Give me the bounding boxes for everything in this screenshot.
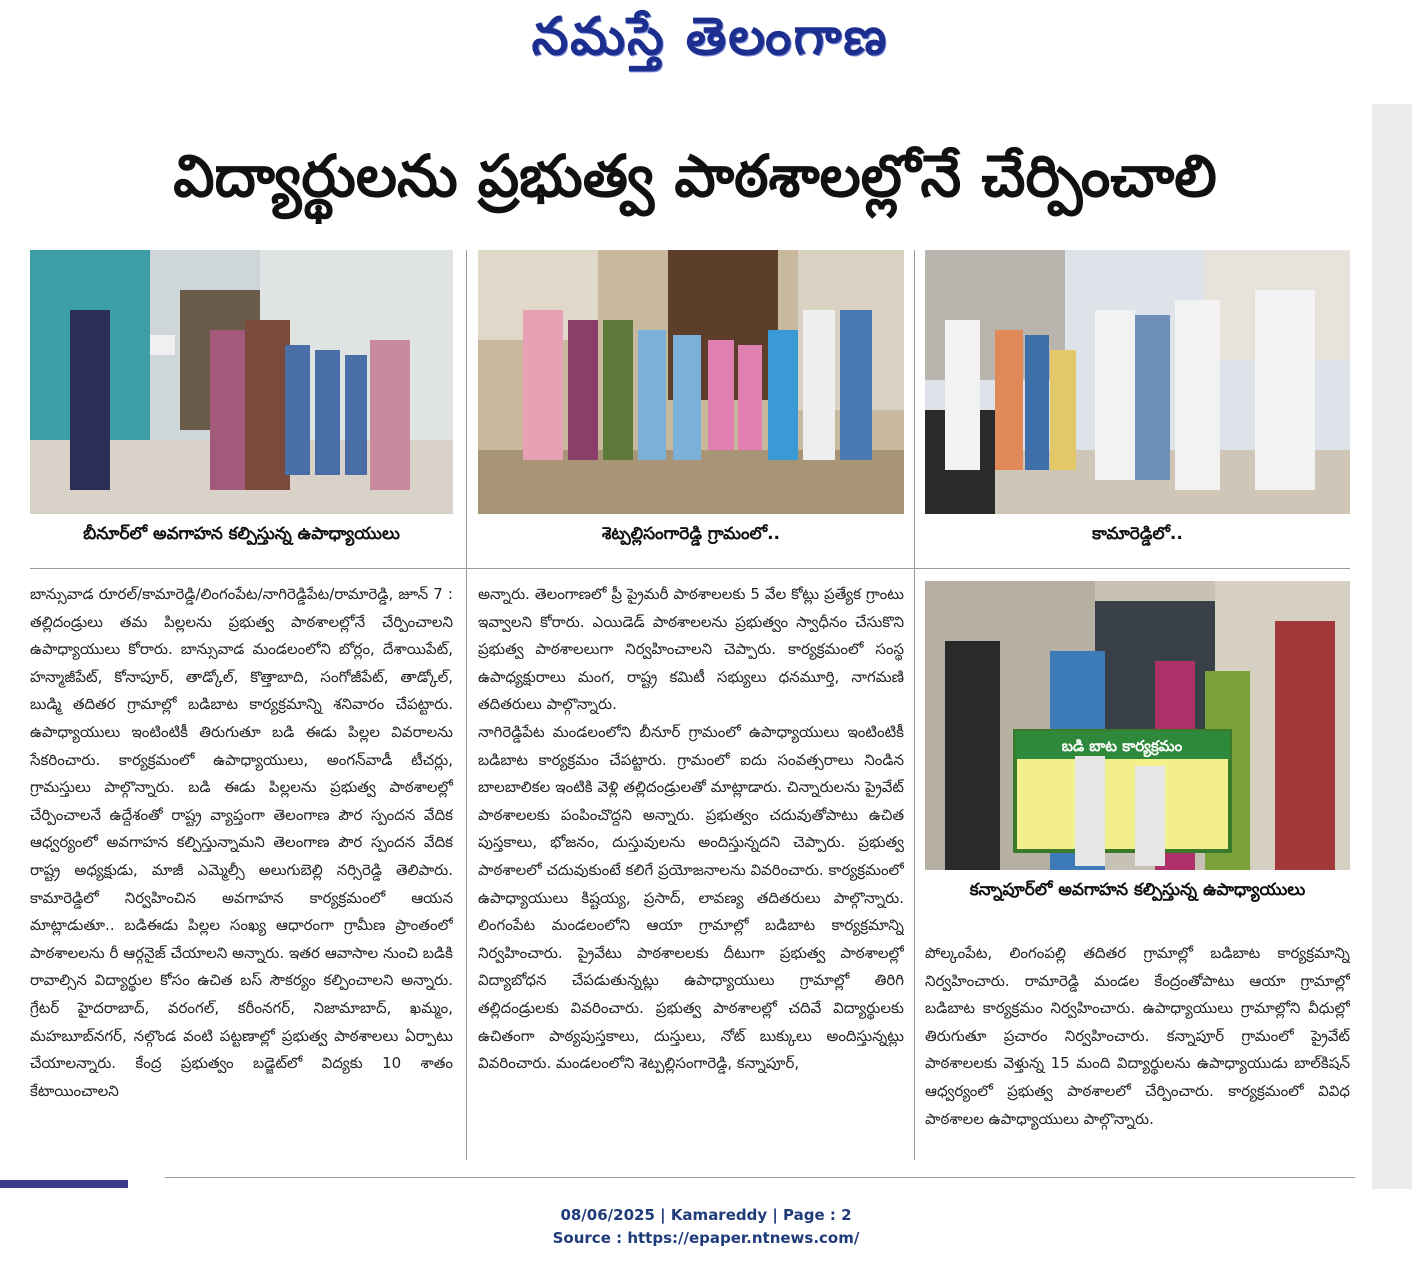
column-rule-2 xyxy=(914,250,915,1160)
caption-photo-3: కామారెడ్డిలో.. xyxy=(1092,524,1183,544)
footer-source: Source : https://epaper.ntnews.com/ xyxy=(552,1229,860,1247)
masthead-logo xyxy=(380,8,1040,78)
photo-beenur xyxy=(30,250,453,514)
photo-kannapur xyxy=(925,581,1350,870)
caption-photo-1: బీనూర్‌లో అవగాహన కల్పిస్తున్న ఉపాధ్యాయులు xyxy=(83,524,400,544)
column-rule-1 xyxy=(466,250,467,1160)
masthead-title: నమస్తే తెలంగాణ xyxy=(531,6,889,67)
article-body-col3: పోల్కంపేట, లింగంపల్లి తదితర గ్రామాల్లో బడిబాట కార్యక్రమాన్ని నిర్వహించారు. రామారెడ్డి మండల కేంద్రంతోపాటు ఆయా గ్రామాల్లో బడిబాట కార్యక్రమం నిర్వహించారు. ఉపాధ్యాయులు గ్రామాల్లోని వీధుల్లో తిరుగుతూ ప్రచారం నిర్వహించారు. కన్నాపూర్ గ్రామంలో ప్రైవేట్ పాఠశాలలకు వెళ్తున్న 15 మంది విద్యార్థులను ఉపాధ్యాయుడు బాల్‌కిషన్ ఆధ్వర్యంలో ప్రభుత్వ పాఠశాలలో చేర్పించారు. కార్యక్రమంలో వివిధ పాఠశాలల ఉపాధ్యాయులు పాల్గొన్నారు. xyxy=(925,944,1350,1128)
photo-kamareddy xyxy=(925,250,1350,514)
article-headline: విద్యార్థులను ప్రభుత్వ పాఠశాలల్లోనే చేర్పించాలి xyxy=(173,142,1217,210)
photo-shetpalli xyxy=(478,250,904,514)
caption-photo-2: శెట్పల్లిసంగారెడ్డి గ్రామంలో.. xyxy=(601,524,781,544)
article-column-2 xyxy=(478,581,904,1161)
caption-rule xyxy=(30,568,1350,569)
page-edge-bar xyxy=(0,1180,128,1188)
article-column-3 xyxy=(925,940,1350,1162)
article-body-col2b: నాగిరెడ్డిపేట మండలంలోని బీనూర్ గ్రామంలో ఉపాధ్యాయులు ఇంటింటికీ బడిబాట కార్యక్రమం చేపట్టారు. గ్రామంలో ఐదు సంవత్సరాలు నిండిన బాలబాలికల ఇంటికి వెళ్లి తల్లిదండ్రులతో మాట్లాడారు. చిన్నారులను ప్రైవేట్ పాఠశాలలకు పంపించొద్దని అన్నారు. ప్రభుత్వం చదువుతోపాటు ఉచిత పుస్తకాలు, భోజనం, దుస్తువులను అందిస్తున్నదని చెప్పారు. ప్రభుత్వ పాఠశాలలో చదువుకుంటే కలిగే ప్రయోజనాలను వివరించారు. కార్యక్రమంలో ఉపాధ్యాయులు కిష్టయ్య, ప్రసాద్, లావణ్య తదితరులు పాల్గొన్నారు. లింగంపేట మండలంలోని ఆయా గ్రామాల్లో బడిబాట కార్యక్రమాన్ని నిర్వహించారు. ప్రైవేటు పాఠశాలలకు దీటుగా ప్రభుత్వ పాఠశాలల్లో విద్యాబోధన చేపడుతున్నట్లు ఉపాధ్యాయులు గ్రామాల్లో తిరిగి తల్లిదండ్రులకు వివరించారు. ప్రభుత్వ పాఠశాలల్లో చదివే విద్యార్థులకు ఉచితంగా పాఠ్యపుస్తకాలు, దుస్తులు, నోట్ బుక్కులు అందిస్తున్నట్లు వివరించారు. మండలంలోని శెట్పల్లిసంగారెడ్డి, కన్నాపూర్, xyxy=(478,722,904,1073)
bottom-rule xyxy=(165,1177,1355,1178)
footer-date-edition: 08/06/2025 | Kamareddy | Page : 2 xyxy=(560,1206,852,1224)
adjacent-page-strip xyxy=(1372,104,1412,1189)
article-body-col2a: అన్నారు. తెలంగాణలో ప్రీ ప్రైమరీ పాఠశాలలకు 5 వేల కోట్లు ప్రత్యేక గ్రాంటు ఇవ్వాలని కోరారు. ఎయిడెడ్ పాఠశాలలను ప్రభుత్వం స్వాధీనం చేసుకొని ప్రభుత్వ పాఠశాలలుగా నిర్వహించాలని చెప్పారు. కార్యక్రమంలో సంస్థ ఉపాధ్యక్షురాలు మంగ, రాష్ట్ర కమిటీ సభ్యులు ధనమూర్తి, నాగమణి తదితరులు పాల్గొన్నారు. xyxy=(478,585,904,714)
caption-photo-4: కన్నాపూర్‌లో అవగాహన కల్పిస్తున్న ఉపాధ్యాయులు xyxy=(969,880,1306,900)
article-column-1 xyxy=(30,581,453,1161)
article-body-col1: బాన్సువాడ రూరల్/కామారెడ్డి/లింగంపేట/నాగిరెడ్డిపేట/రామారెడ్డి, జూన్ 7 : తల్లిదండ్రులు తమ పిల్లలను ప్రభుత్వ పాఠశాలల్లోనే చేర్పించాలని ఉపాధ్యాయులు కోరారు. బాన్సువాడ మండలంలోని బోర్లం, దేశాయిపేట్, హన్మాజీపేట్, కోనాపూర్, తాడ్కోల్, కొత్తాబాది, సంగోజీపేట్, తాడ్కోల్, బుడ్మి తదితర గ్రామాల్లో బడిబాట కార్యక్రమాన్ని శనివారం చేపట్టారు. ఉపాధ్యాయులు ఇంటింటికీ తిరుగుతూ బడి ఈడు పిల్లల వివరాలను సేకరించారు. కార్యక్రమంలో ఉపాధ్యాయులు, అంగన్‌వాడీ టీచర్లు, గ్రామస్తులు పాల్గొన్నారు. బడి ఈడు పిల్లలను ప్రభుత్వ పాఠశాలల్లో చేర్పించాలనే ఉద్దేశంతో రాష్ట్ర వ్యాప్తంగా తెలంగాణ పౌర స్పందన వేదిక ఆధ్వర్యంలో అవగాహన కల్పిస్తున్నామని తెలంగాణ పౌర స్పందన వేదిక రాష్ట్ర అధ్యక్షుడు, మాజీ ఎమ్మెల్సీ అలుగుబెల్లి నర్సిరెడ్డి తెలిపారు. కామారెడ్డిలో నిర్వహించిన అవగాహన కార్యక్రమంలో ఆయన మాట్లాడుతూ.. బడిఈడు పిల్లల సంఖ్య ఆధారంగా గ్రామీణ ప్రాంతంలో పాఠశాలలను రీ ఆర్గనైజ్ చేయాలని అన్నారు. ఇతర ఆవాసాల నుంచి బడికి రావాల్సిన విద్యార్థుల కోసం ఉచిత బస్ సౌకర్యం కల్పించాలని అన్నారు. గ్రేటర్ హైదరాబాద్, వరంగల్, కరీంనగర్, నిజామాబాద్, ఖమ్మం, మహబూబ్‌నగర్, నల్గొండ వంటి పట్టణాల్లో ప్రభుత్వ పాఠశాలలు ఏర్పాటు చేయాలన్నారు. కేంద్ర ప్రభుత్వం బడ్జెట్‌లో విద్యకు 10 శాతం కేటాయించాలని xyxy=(30,585,453,1100)
banner-text: బడి బాట కార్యక్రమం xyxy=(1061,737,1183,755)
